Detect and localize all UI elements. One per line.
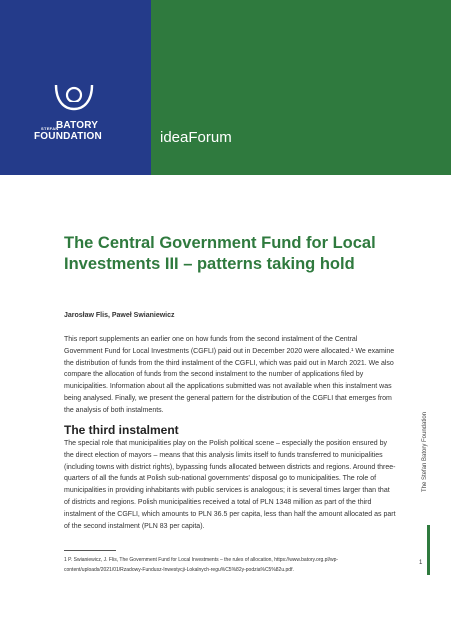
authors: Jarosław Flis, Paweł Swianiewicz [64, 312, 175, 319]
sidebar-vertical-label [421, 382, 429, 522]
sidebar-accent-bar [427, 525, 430, 575]
page-number: 1 [419, 560, 423, 566]
footnote: 1 P. Swianiewicz, J. Flis, The Government Fund for Local Investments – the rules of allocation, https://www.batory.org.pl/wp-content/uploads/2021/01/Rzadowy-Fundusz-Inwestycji-Lokalnych-regu%C5%82y-podzia%C5%82u.pdf. [64, 557, 339, 573]
batory-foundation-logo-icon [52, 83, 96, 113]
intro-paragraph: This report supplements an earlier one on how funds from the second instalment of the Central Government Fund for Local Investments (CGFLI) paid out in December 2020 were allocated.¹ We examine the distribution of funds from the third instalment of the CGFLI, which was paid out in March 2021. We also compare the allocation of funds from the second instalment to the number of applications filed by municipalities. Information about all the applications submitted was not available when this instalment was being analysed. Finally, we present the general pattern for the distribution of the CGFLI that emerges from the analysis of both instalments. [64, 336, 395, 414]
logo-text-foundation: FOUNDATION [34, 131, 102, 142]
document-title: The Central Government Fund for Local Investments III – patterns taking hold [64, 234, 376, 273]
body-paragraph: The special role that municipalities play on the Polish political scene – especially the position ensured by the direct election of mayors – means that this analysis limits itself to funds transferred to municipalities (including towns with district rights), bypassing funds allocated between districts and regions. Around three-quarters of all the funds at Polish sub-national governments' disposal go to municipalities. The role of municipalities in providing inhabitants with public services is analogous; it is several times larger than that of districts and regions. Polish municipalities received a total of PLN 1348 million as part of the third instalment of the CGFLI, which amounts to PLN 36.5 per capita, less than half the amount allocated as part of the second instalment (PLN 83 per capita). [64, 440, 396, 530]
sidebar-label-text: The Stefan Batory Foundation [422, 411, 428, 493]
logo-small-text: STEFAN [41, 126, 59, 131]
header-banner [0, 0, 451, 175]
footnote-divider [64, 550, 116, 551]
logo-text-batory: BATORY [56, 120, 99, 131]
header-green-panel [151, 0, 451, 175]
series-name: ideaForum [160, 129, 232, 146]
section-heading: The third instalment [64, 423, 179, 437]
